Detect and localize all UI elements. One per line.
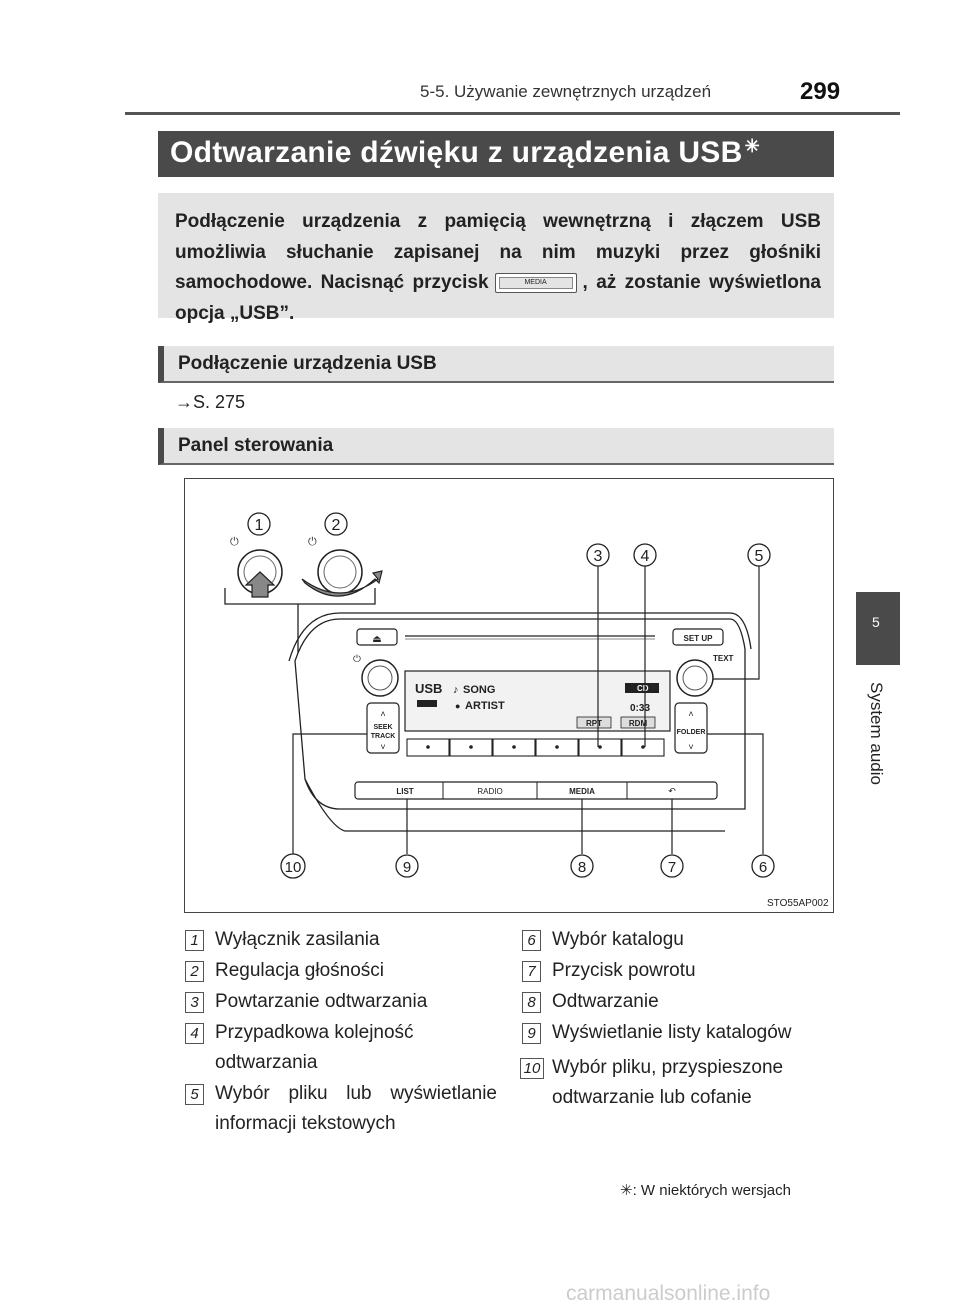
watermark: carmanualsonline.info	[566, 1282, 771, 1305]
page-reference: →S. 275	[175, 392, 246, 412]
display-source: USB	[415, 681, 443, 696]
preset-buttons	[407, 739, 664, 756]
radio-button-label: RADIO	[477, 787, 503, 796]
setup-button-label: SET UP	[683, 634, 713, 643]
folder-down-icon: ˅	[688, 742, 694, 752]
legend-item-8: Odtwarzanie	[552, 991, 659, 1012]
page-title-text: Odtwarzanie dźwięku z urządzenia USB	[170, 136, 743, 169]
callout-5: 5	[754, 548, 764, 565]
media-button-icon: MEDIA	[495, 273, 577, 293]
legend-item-4: Przypadkowa kolejność odtwarzania	[215, 1022, 414, 1073]
media-button-label: MEDIA	[569, 787, 595, 796]
legend-number-7: 7	[522, 961, 541, 982]
display-rdm: RDM	[628, 719, 648, 728]
chapter-number: 5	[872, 614, 880, 630]
footnote-text: : W niektórych wersjach	[632, 1182, 791, 1199]
chapter-label-text: System audio	[867, 682, 886, 785]
footnote	[620, 1181, 791, 1199]
seek-label: SEEK	[373, 724, 393, 731]
section-heading-panel-text: Panel sterowania	[178, 435, 334, 456]
legend-number-10: 10	[520, 1058, 544, 1079]
music-note-icon: ♪	[453, 684, 459, 696]
legend-number-2: 2	[185, 961, 204, 982]
running-header: 5-5. Używanie zewnętrznych urządzeń	[420, 82, 712, 101]
intro-text	[175, 207, 821, 329]
section-heading-usb-text: Podłączenie urządzenia USB	[178, 353, 437, 374]
legend-item-7: Przycisk powrotu	[552, 960, 696, 981]
callout-2: 2	[331, 517, 341, 534]
track-label: TRACK	[370, 733, 396, 740]
section-heading-usb	[158, 346, 834, 383]
display-song: SONG	[463, 684, 496, 696]
callout-10: 10	[284, 859, 302, 876]
legend-number-8: 8	[522, 992, 541, 1013]
legend-number-9: 9	[522, 1023, 541, 1044]
seek-down-icon: ˅	[380, 742, 386, 752]
callout-4: 4	[640, 548, 650, 565]
seek-up-icon: ˄	[380, 709, 386, 719]
power-icon-3: ⏻	[353, 654, 361, 665]
folder-up-icon: ˄	[688, 709, 694, 719]
header-rule	[125, 112, 900, 115]
intro-text-before: Podłączenie urządzenia z pamięcią wewnętrzną i złączem USB umożliwia słuchanie zapisanej na nim muzyki przez głośniki samochodowe. Nacisnąć przycisk	[175, 211, 821, 293]
callout-3: 3	[593, 548, 603, 565]
legend-number-6: 6	[522, 930, 541, 951]
page-number: 299	[800, 78, 841, 105]
callout-6: 6	[758, 859, 768, 876]
control-panel-diagram	[185, 479, 832, 911]
figure-code: STO55AP002	[767, 898, 829, 909]
legend-item-5: Wybór pliku lub wyświetlanie informacji tekstowych	[215, 1083, 497, 1134]
footnote-marker: ✳	[620, 1182, 633, 1199]
legend-item-1: Wyłącznik zasilania	[215, 929, 380, 950]
list-button-label: LIST	[396, 787, 414, 796]
eject-icon: ⏏	[372, 634, 382, 645]
legend-number-4: 4	[185, 1023, 204, 1044]
usb-device-icon	[417, 700, 437, 707]
chapter-label	[862, 682, 892, 802]
callout-9: 9	[402, 859, 412, 876]
legend-number-3: 3	[185, 992, 204, 1013]
legend-item-10: Wybór pliku, przyspieszone odtwarzanie lub cofanie	[552, 1057, 784, 1108]
control-panel-figure	[184, 478, 834, 913]
display-time: 0:33	[630, 703, 651, 714]
person-icon: ●	[455, 701, 461, 711]
legend-item-9: Wyświetlanie listy katalogów	[552, 1022, 792, 1043]
section-heading-panel	[158, 428, 834, 465]
display-artist: ARTIST	[465, 700, 505, 712]
callout-7: 7	[667, 859, 677, 876]
volume-knob-illustration	[302, 536, 382, 596]
asterisk-icon: ✳	[744, 136, 760, 156]
power-knob-illustration	[230, 536, 282, 597]
legend-item-3: Powtarzanie odtwarzania	[215, 991, 428, 1012]
legend-item-6: Wybór katalogu	[552, 929, 684, 950]
display-rpt: RPT	[586, 719, 602, 728]
power-icon-2: ⏻	[308, 536, 317, 548]
page-title	[170, 136, 760, 170]
legend-number-5: 5	[185, 1084, 204, 1105]
callout-1: 1	[254, 517, 264, 534]
callout-8: 8	[577, 859, 587, 876]
legend-item-2: Regulacja głośności	[215, 960, 384, 981]
text-button-label: TEXT	[713, 654, 734, 663]
power-icon: ⏻	[230, 536, 239, 548]
intro-text-after: , aż zostanie wyświetlona opcja „USB”.	[175, 272, 822, 324]
display-cd: CD	[637, 684, 649, 693]
legend-number-1: 1	[185, 930, 204, 951]
return-icon: ↶	[668, 786, 676, 796]
folder-label: FOLDER	[676, 729, 706, 736]
